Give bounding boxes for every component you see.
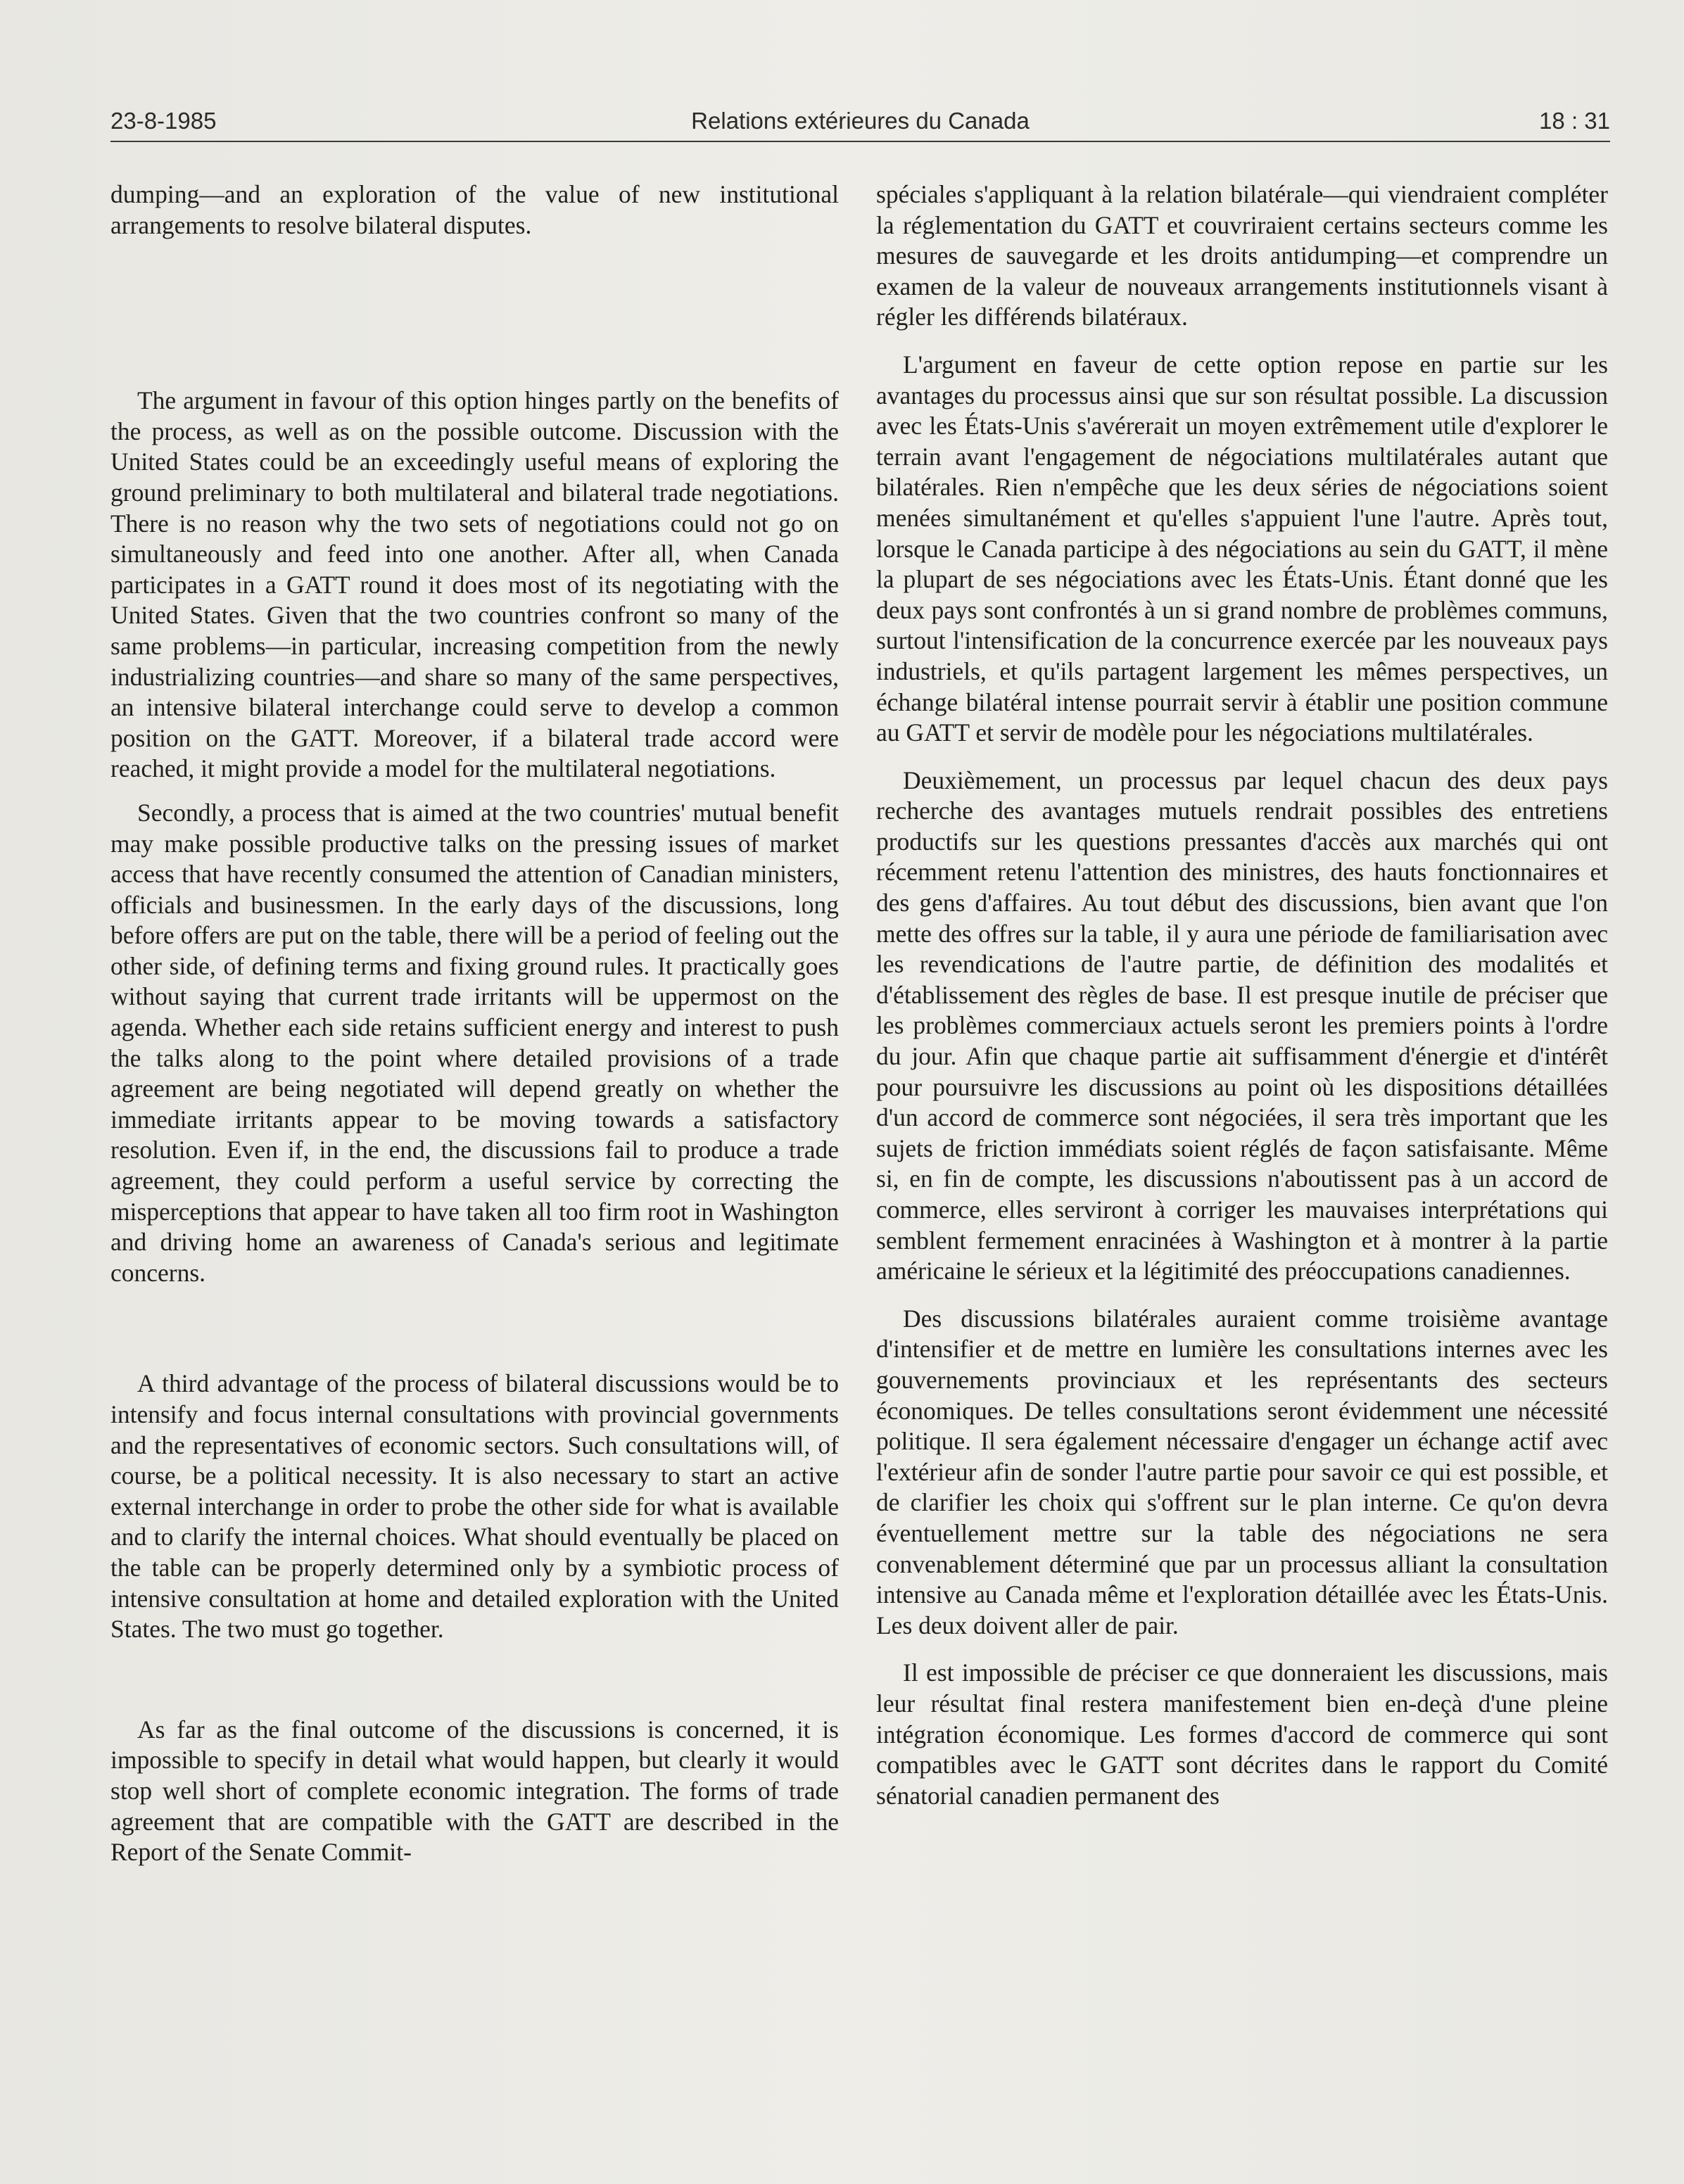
- fr-paragraph-2: Deuxièmement, un processus par lequel chacun des deux pays recherche des avantages mutuels rendrait possibles des entretiens productifs sur les questions pressantes d'accès aux marchés qui ont récemment retenu l'attention des ministres, des hauts fonctionnaires et des gens d'affaires. Au tout début des discussions, bien avant que l'on mette des offres sur la table, il y aura une période de familiarisation avec les revendications de l'autre partie, de définition des modalités et d'établissement des règles de base. Il est presque inutile de préciser que les problèmes commerciaux actuels seront les premiers points à l'ordre du jour. Afin que chaque partie ait suffisamment d'énergie et d'intérêt pour poursuivre les discussions au point où les dispositions détaillées d'un accord de commerce sont négociées, il sera très important que les sujets de friction immédiats soient réglés de façon satisfaisante. Même si, en fin de compte, les discussions n'aboutissent pas à un accord de commerce, elles serviront à corriger les mauvaises interprétations qui semblent fermement enracinées à Washington et à montrer à la partie américaine le sérieux et la légitimité des préoccupations canadiennes.: [876, 766, 1608, 1285]
- fr-paragraph-1: L'argument en faveur de cette option repose en partie sur les avantages du processus ainsi que sur son résultat possible. La discussion avec les États-Unis s'avérerait un moyen extrêmement utile d'explorer le terrain avant l'engagement de négociations multilatérales autant que bilatérales. Rien n'empêche que les deux séries de négociations soient menées simultanément et qu'elles s'appuient l'une l'autre. Après tout, lorsque le Canada participe à des négociations au sein du GATT, il mène la plupart de ses négociations avec les États-Unis. Étant donné que les deux pays sont confrontés à un si grand nombre de problèmes communs, surtout l'intensification de la concurrence exercée par les nouveaux pays industriels, et qu'ils partagent largement les mêmes perspectives, un échange bilatéral intense pourrait servir à établir une position commune au GATT et servir de modèle pour les négociations multilatérales.: [876, 350, 1608, 747]
- page-header: [110, 107, 1610, 141]
- fr-paragraph-0: spéciales s'appliquant à la relation bilatérale—qui viendraient compléter la réglementation du GATT et couvriraient certains secteurs comme les mesures de sauvegarde et les droits antidumping—et comprendre un examen de la valeur de nouveaux arrangements institutionnels visant à régler les différends bilatéraux.: [876, 180, 1608, 331]
- en-paragraph-1: The argument in favour of this option hinges partly on the benefits of the process, as well as on the possible outcome. Discussion with the United States could be an exceedingly useful means of exploring the ground preliminary to both multilateral and bilateral trade negotiations. There is no reason why the two sets of negotiations could not go on simultaneously and feed into one another. After all, when Canada participates in a GATT round it does most of its negotiating with the United States. Given that the two countries confront so many of the same problems—in particular, increasing competition from the newly industrializing countries—and share so many of the same perspectives, an intensive bilateral interchange could serve to develop a common position on the GATT. Moreover, if a bilateral trade accord were reached, it might provide a model for the multilateral negotiations.: [110, 386, 839, 783]
- en-paragraph-2: Secondly, a process that is aimed at the two countries' mutual benefit may make possible productive talks on the pressing issues of market access that have recently consumed the attention of Canadian ministers, officials and businessmen. In the early days of the discussions, long before offers are put on the table, there will be a period of feeling out the other side, of defining terms and fixing ground rules. It practically goes without saying that current trade irritants will be uppermost on the agenda. Whether each side retains sufficient energy and interest to push the talks along to the point where detailed provisions of a trade agreement are being negotiated will depend greatly on whether the immediate irritants appear to be moving towards a satisfactory resolution. Even if, in the end, the discussions fail to produce a trade agreement, they could perform a useful service by correcting the misperceptions that appear to have taken all too firm root in Washington and driving home an awareness of Canada's serious and legitimate concerns.: [110, 798, 839, 1287]
- en-paragraph-3: A third advantage of the process of bilateral discussions would be to intensify and focus internal consultations with provincial governments and the representatives of economic sectors. Such consultations will, of course, be a political necessity. It is also necessary to start an active external interchange in order to probe the other side for what is available and to clarify the internal choices. What should eventually be placed on the table can be properly determined only by a symbiotic process of intensive consultation at home and detailed exploration with the United States. The two must go together.: [110, 1369, 839, 1644]
- fr-paragraph-4: Il est impossible de préciser ce que donneraient les discussions, mais leur résultat final restera manifestement bien en-deçà d'une pleine intégration économique. Les formes d'accord de commerce qui sont compatibles avec le GATT sont décrites dans le rapport du Comité sénatorial canadien permanent des: [876, 1658, 1608, 1810]
- en-paragraph-4: As far as the final outcome of the discussions is concerned, it is impossible to specify in detail what would happen, but clearly it would stop well short of complete economic integration. The forms of trade agreement that are compatible with the GATT are described in the Report of the Senate Commit-: [110, 1715, 839, 1867]
- french-column: [876, 179, 1608, 1811]
- en-paragraph-0: dumping—and an exploration of the value of new institutional arrangements to resolve bilateral disputes.: [110, 180, 839, 239]
- fr-paragraph-3: Des discussions bilatérales auraient comme troisième avantage d'intensifier et de mettre en lumière les consultations internes avec les gouvernements provinciaux et les représentants des secteurs économiques. De telles consultations seront évidemment une nécessité politique. Il sera également nécessaire d'engager un échange actif avec l'extérieur afin de sonder l'autre partie pour savoir ce qui est possible, et de clarifier les choix qui s'offrent sur le plan interne. Ce qu'on devra éventuellement mettre sur la table des négociations ne sera convenablement déterminé que par un processus alliant la consultation intensive au Canada même et l'exploration détaillée avec les États-Unis. Les deux doivent aller de pair.: [876, 1304, 1608, 1639]
- header-date: 23-8-1985: [110, 108, 217, 134]
- english-column: [110, 179, 839, 1868]
- header-rule: [110, 141, 1610, 142]
- header-page-number: 18 : 31: [1539, 108, 1610, 134]
- header-title: Relations extérieures du Canada: [691, 108, 1030, 134]
